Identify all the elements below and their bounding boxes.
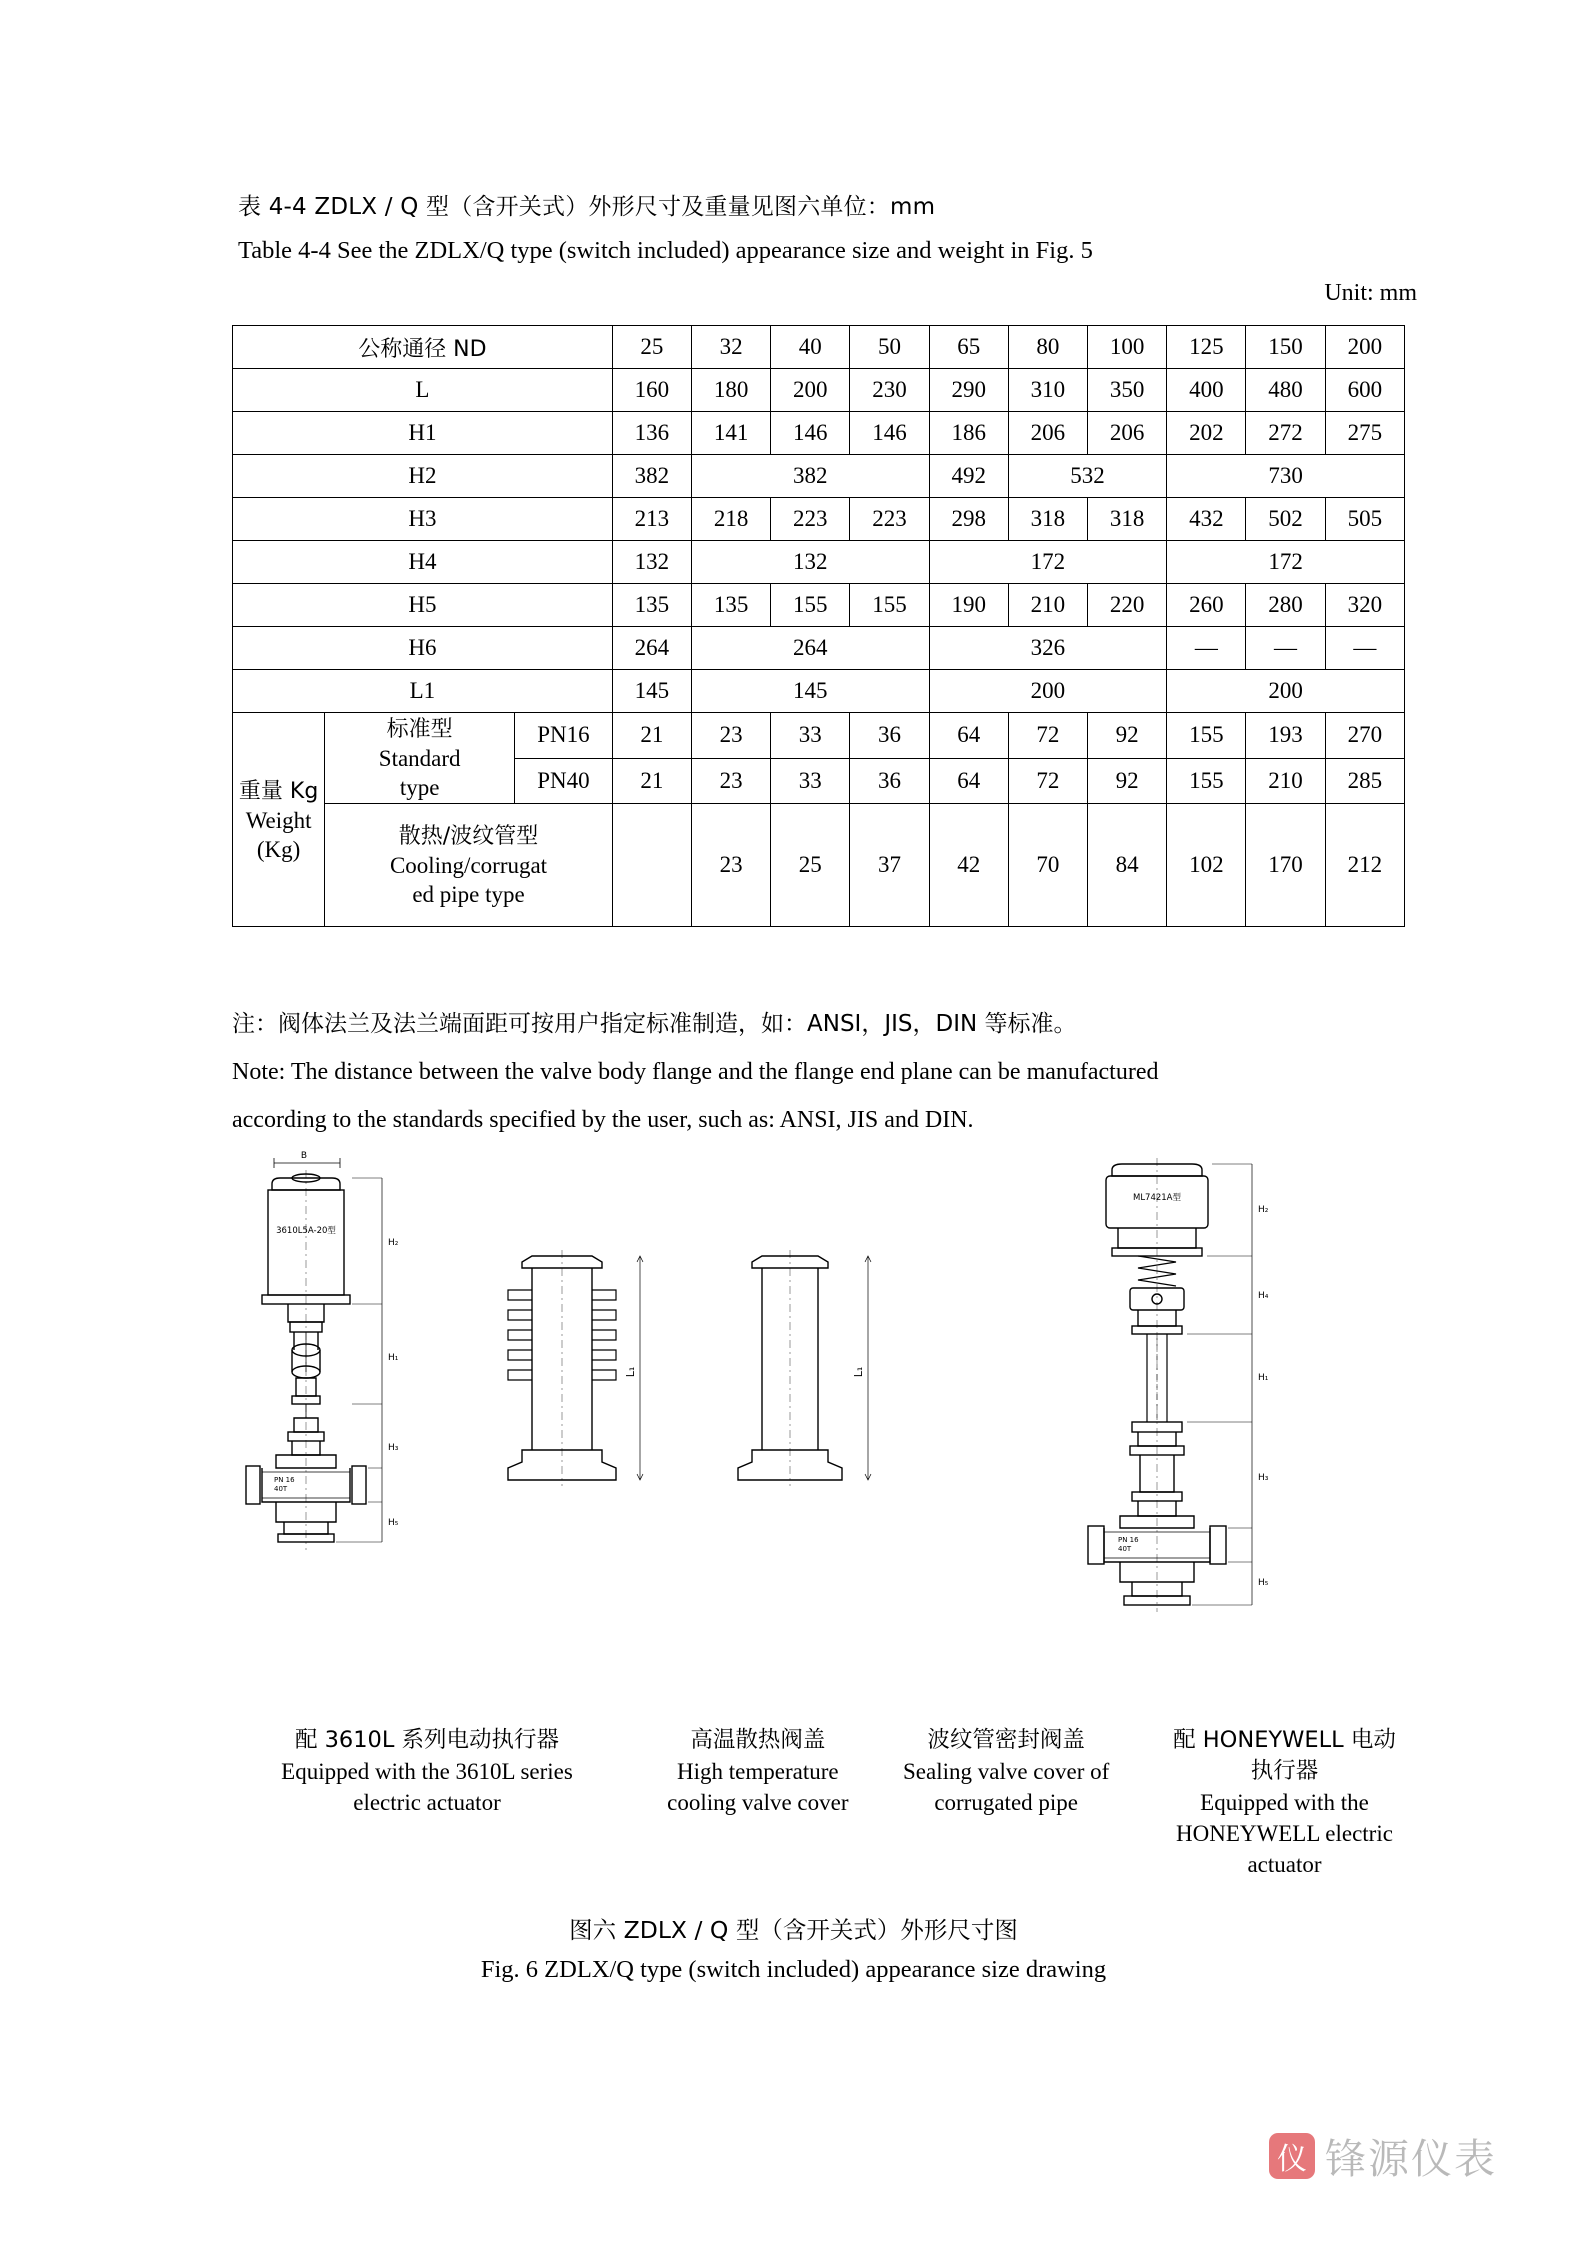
cell: 132 — [692, 541, 930, 584]
cell: 80 — [1008, 326, 1087, 369]
cell: 23 — [692, 713, 771, 759]
cell: 141 — [692, 412, 771, 455]
figcaption-zh: 图六 ZDLX / Q 型（含开关式）外形尺寸图 — [569, 1916, 1018, 1944]
cell: 505 — [1325, 498, 1404, 541]
table-row — [233, 412, 1405, 455]
watermark-logo-icon: 仪 — [1269, 2133, 1315, 2179]
table-row — [233, 326, 1405, 369]
cell: 150 — [1246, 326, 1325, 369]
caption-1-en1: Equipped with the 3610L series — [281, 1759, 573, 1784]
cell: 32 — [692, 326, 771, 369]
dim-label-left-3: H₅ — [388, 1518, 399, 1528]
cell: 264 — [692, 627, 930, 670]
cell: 37 — [850, 804, 929, 927]
cell: 135 — [692, 584, 771, 627]
cell: 155 — [1167, 758, 1246, 804]
cell: 172 — [1167, 541, 1405, 584]
cell: — — [1325, 627, 1404, 670]
row-label: H1 — [233, 412, 613, 455]
cell: 272 — [1246, 412, 1325, 455]
cell — [612, 804, 691, 927]
cell: 21 — [612, 758, 691, 804]
caption-4-zh2: 执行器 — [1250, 1758, 1319, 1784]
cell: 180 — [692, 369, 771, 412]
weight-group-cooling-en1: Cooling/corrugat — [389, 853, 548, 878]
row-label: H4 — [233, 541, 613, 584]
actuator-model-label-left: 3610L5A-20型 — [276, 1226, 336, 1236]
weight-row-name: PN40 — [515, 758, 613, 804]
cell: 223 — [850, 498, 929, 541]
cell: 21 — [612, 713, 691, 759]
technical-drawings-svg — [232, 1150, 1412, 1770]
cell: 40 — [771, 326, 850, 369]
flange-tag-line2-right: 40T — [1118, 1545, 1132, 1553]
row-label: H5 — [233, 584, 613, 627]
dim-label-left-0: H₂ — [388, 1238, 399, 1248]
drawing-right-actuator-valve — [1088, 1158, 1269, 1612]
figure-drawings — [232, 1150, 1412, 1770]
weight-label-en1: Weight — [245, 807, 312, 833]
dimensions-table — [232, 325, 1405, 927]
cell: 145 — [612, 670, 691, 713]
cell: 186 — [929, 412, 1008, 455]
cell: 190 — [929, 584, 1008, 627]
pipe-dim-label-2: L₁ — [852, 1366, 865, 1378]
cell: 318 — [1008, 498, 1087, 541]
cell: 146 — [771, 412, 850, 455]
cell: 210 — [1246, 758, 1325, 804]
cell: 206 — [1088, 412, 1167, 455]
cell: 212 — [1325, 804, 1404, 927]
figcaption-en: Fig. 6 ZDLX/Q type (switch included) appearance size drawing — [480, 1956, 1107, 1983]
cell: 200 — [771, 369, 850, 412]
cell: 23 — [692, 804, 771, 927]
note-en-2: according to the standards specified by the user, such as: ANSI, JIS and DIN. — [232, 1107, 974, 1133]
cell: 25 — [612, 326, 691, 369]
cell: 92 — [1088, 713, 1167, 759]
caption-4-zh: 配 HONEYWELL 电动 — [1173, 1727, 1396, 1753]
cell: 25 — [771, 804, 850, 927]
weight-label-en2: (Kg) — [256, 836, 301, 862]
cell: 193 — [1246, 713, 1325, 759]
dim-label-right-2: H₁ — [1258, 1373, 1269, 1383]
weight-group-cooling-en2: ed pipe type — [412, 882, 525, 907]
cell: 275 — [1325, 412, 1404, 455]
cell: 206 — [1008, 412, 1087, 455]
cell: 146 — [850, 412, 929, 455]
actuator-model-label-right: ML7421A型 — [1132, 1193, 1182, 1203]
table-row — [233, 804, 1405, 927]
caption-2-zh: 高温散热阀盖 — [690, 1727, 826, 1753]
cell: 223 — [771, 498, 850, 541]
figure-captions — [232, 1725, 1422, 1880]
cell: 136 — [612, 412, 691, 455]
cell: 218 — [692, 498, 771, 541]
cell: — — [1167, 627, 1246, 670]
cell: 298 — [929, 498, 1008, 541]
row-label: H6 — [233, 627, 613, 670]
caption-4-en3: actuator — [1247, 1852, 1322, 1877]
weight-label-zh: 重量 Kg — [238, 778, 319, 804]
cell: 155 — [1167, 713, 1246, 759]
cell: 320 — [1325, 584, 1404, 627]
weight-group-standard-en1: Standard — [378, 746, 461, 771]
weight-group-cooling-zh: 散热/波纹管型 — [398, 824, 539, 849]
cell: 318 — [1088, 498, 1167, 541]
watermark — [1269, 2126, 1497, 2185]
cell: 200 — [929, 670, 1167, 713]
cell: 170 — [1246, 804, 1325, 927]
cell: 64 — [929, 758, 1008, 804]
caption-1-en2: electric actuator — [353, 1790, 501, 1815]
row-label: L — [233, 369, 613, 412]
dim-label-right-0: H₂ — [1258, 1205, 1269, 1215]
row-label: 公称通径 ND — [358, 336, 487, 362]
cell: 70 — [1008, 804, 1087, 927]
weight-group-standard-zh: 标准型 — [386, 717, 453, 742]
drawing-cooling-valve-cover — [508, 1250, 643, 1486]
table-row — [233, 713, 1405, 759]
cell: 264 — [612, 627, 691, 670]
weight-row-name: PN16 — [515, 713, 613, 759]
cell: 36 — [850, 758, 929, 804]
cell: 202 — [1167, 412, 1246, 455]
cell: 84 — [1088, 804, 1167, 927]
cell: 72 — [1008, 758, 1087, 804]
cell: 135 — [612, 584, 691, 627]
caption-3-en2: corrugated pipe — [934, 1790, 1078, 1815]
cell: 285 — [1325, 758, 1404, 804]
cell: 160 — [612, 369, 691, 412]
table-row — [233, 541, 1405, 584]
dim-label-right-1: H₄ — [1258, 1291, 1269, 1301]
cell: 492 — [929, 455, 1008, 498]
dim-label-left-2: H₃ — [388, 1443, 399, 1453]
figure-number-caption — [0, 1910, 1587, 1990]
flange-tag-line1-right: PN 16 — [1118, 1536, 1139, 1544]
table-heading — [238, 185, 1418, 273]
table-row — [233, 670, 1405, 713]
cell: 132 — [612, 541, 691, 584]
cell: 230 — [850, 369, 929, 412]
caption-2-en1: High temperature — [677, 1759, 839, 1784]
cell: 382 — [692, 455, 930, 498]
table-row — [233, 498, 1405, 541]
cell: 200 — [1325, 326, 1404, 369]
caption-3-en1: Sealing valve cover of — [903, 1759, 1110, 1784]
dim-label-right-3: H₃ — [1258, 1473, 1269, 1483]
caption-1-zh: 配 3610L 系列电动执行器 — [294, 1727, 560, 1753]
cell: 730 — [1167, 455, 1405, 498]
cell: 172 — [929, 541, 1167, 584]
caption-2 — [650, 1725, 865, 1880]
cell: 220 — [1088, 584, 1167, 627]
cell: 600 — [1325, 369, 1404, 412]
caption-4-en1: Equipped with the — [1200, 1790, 1369, 1815]
row-label: H3 — [233, 498, 613, 541]
table-row — [233, 369, 1405, 412]
svg-text:B: B — [300, 1151, 308, 1161]
cell: 102 — [1167, 804, 1246, 927]
cell: 92 — [1088, 758, 1167, 804]
drawing-corrugated-pipe-cover — [738, 1250, 871, 1486]
dim-label-left-1: H₁ — [388, 1353, 399, 1363]
table-row — [233, 627, 1405, 670]
weight-group-cooling — [325, 804, 613, 927]
cell: 72 — [1008, 713, 1087, 759]
cell: 260 — [1167, 584, 1246, 627]
cell: 213 — [612, 498, 691, 541]
row-label: H2 — [233, 455, 613, 498]
cell: 280 — [1246, 584, 1325, 627]
caption-4 — [1147, 1725, 1422, 1880]
note-en-1: Note: The distance between the valve body flange and the flange end plane can be manufactured — [232, 1059, 1159, 1085]
table-row — [233, 584, 1405, 627]
caption-3 — [894, 1725, 1119, 1880]
flange-tag-line1-left: PN 16 — [274, 1476, 295, 1484]
dim-label-right-4: H₅ — [1258, 1578, 1269, 1588]
table-heading-zh: 表 4-4 ZDLX / Q 型（含开关式）外形尺寸及重量见图六单位：mm — [238, 194, 936, 220]
cell: 270 — [1325, 713, 1404, 759]
cell: 100 — [1088, 326, 1167, 369]
caption-4-en2: HONEYWELL electric — [1176, 1821, 1393, 1846]
cell: 290 — [929, 369, 1008, 412]
unit-label: Unit: mm — [1324, 280, 1417, 306]
cell: — — [1246, 627, 1325, 670]
note-zh: 注：阀体法兰及法兰端面距可按用户指定标准制造，如：ANSI，JIS，DIN 等标准。 — [232, 1011, 1077, 1037]
cell: 33 — [771, 758, 850, 804]
caption-2-en2: cooling valve cover — [667, 1790, 849, 1815]
row-label: L1 — [233, 670, 613, 713]
cell: 326 — [929, 627, 1167, 670]
cell: 382 — [612, 455, 691, 498]
flange-tag-line2-left: 40T — [274, 1485, 288, 1493]
cell: 210 — [1008, 584, 1087, 627]
weight-group-standard-en2: type — [399, 775, 440, 800]
cell: 42 — [929, 804, 1008, 927]
caption-1 — [232, 1725, 622, 1880]
cell: 532 — [1008, 455, 1166, 498]
drawing-left-actuator-valve — [246, 1151, 399, 1550]
cell: 502 — [1246, 498, 1325, 541]
cell: 36 — [850, 713, 929, 759]
cell: 310 — [1008, 369, 1087, 412]
watermark-text: 锋源仪表 — [1325, 2135, 1497, 2183]
cell: 155 — [771, 584, 850, 627]
table-row — [233, 455, 1405, 498]
pipe-dim-label-1: L₁ — [624, 1366, 637, 1378]
note-block — [232, 1000, 1412, 1144]
cell: 145 — [692, 670, 930, 713]
cell: 50 — [850, 326, 929, 369]
weight-group-standard — [325, 713, 515, 804]
cell: 155 — [850, 584, 929, 627]
cell: 200 — [1167, 670, 1405, 713]
cell: 480 — [1246, 369, 1325, 412]
cell: 23 — [692, 758, 771, 804]
cell: 65 — [929, 326, 1008, 369]
cell: 400 — [1167, 369, 1246, 412]
cell: 125 — [1167, 326, 1246, 369]
cell: 350 — [1088, 369, 1167, 412]
cell: 33 — [771, 713, 850, 759]
cell: 64 — [929, 713, 1008, 759]
cell: 432 — [1167, 498, 1246, 541]
table-heading-en: Table 4-4 See the ZDLX/Q type (switch included) appearance size and weight in Fig. 5 — [238, 237, 1093, 264]
weight-label — [233, 713, 325, 927]
caption-3-zh: 波纹管密封阀盖 — [927, 1727, 1085, 1753]
